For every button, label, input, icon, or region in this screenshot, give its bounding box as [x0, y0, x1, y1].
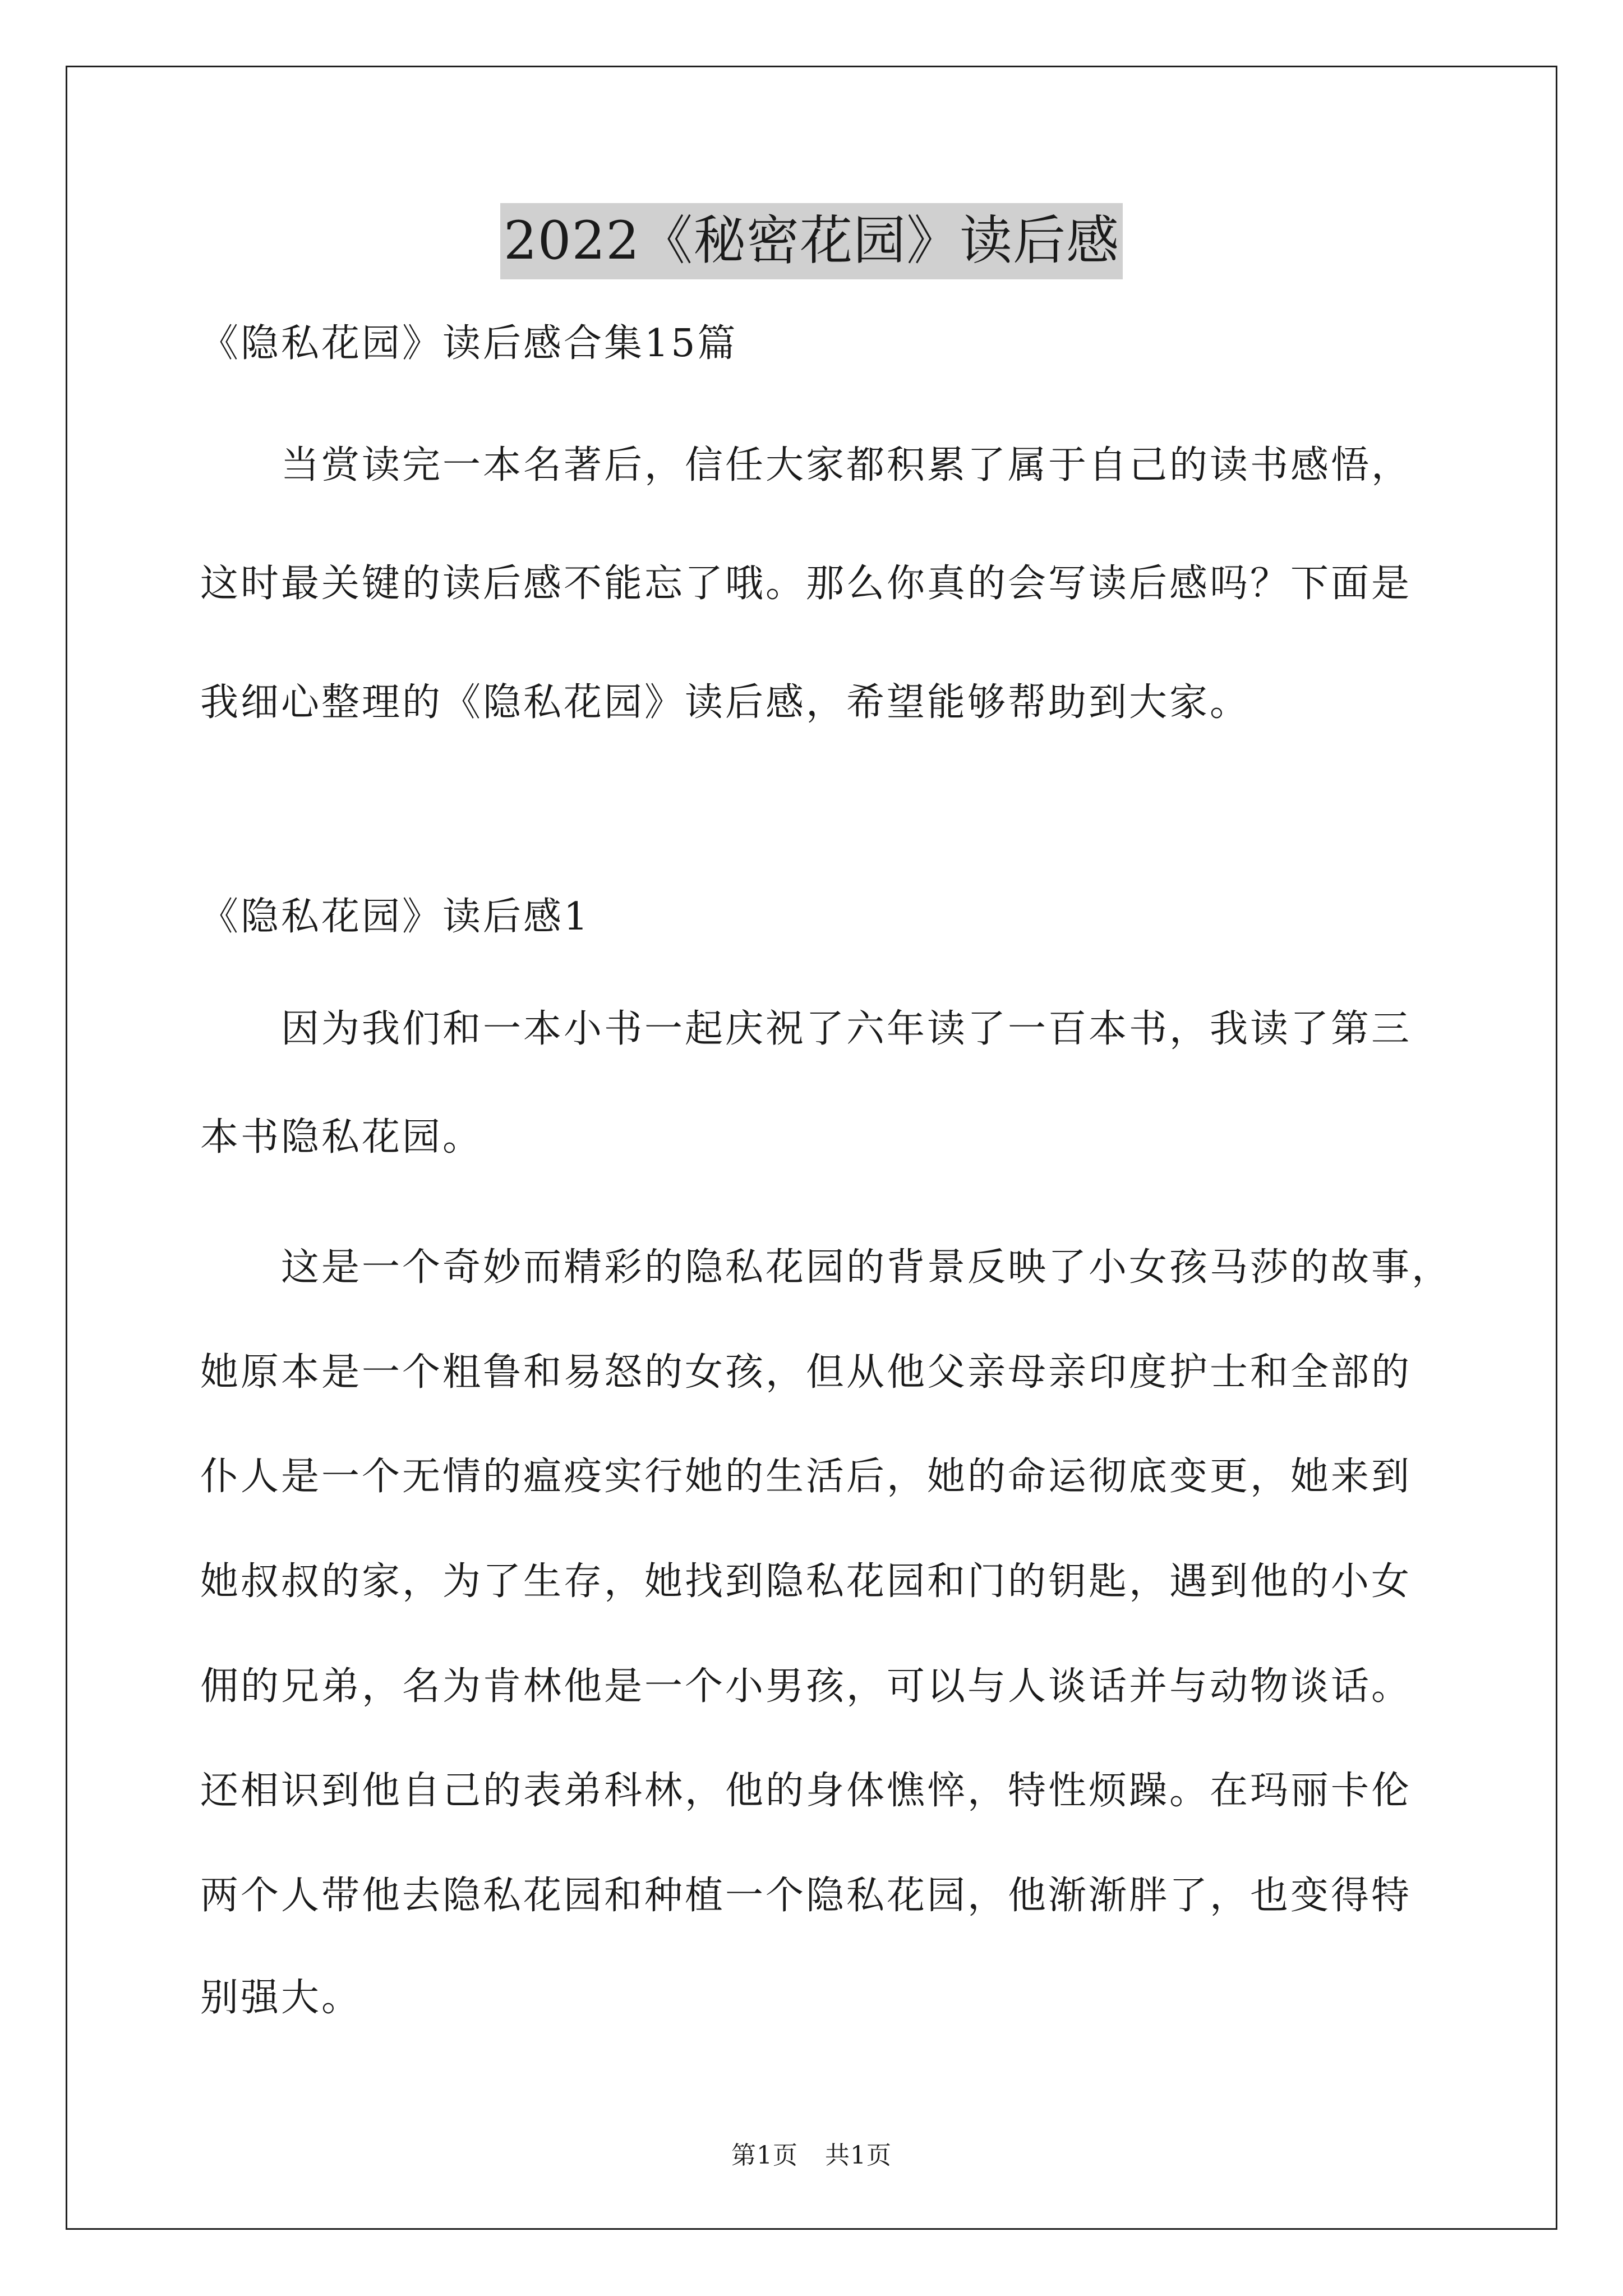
paragraph-line: 因为我们和一本小书一起庆祝了六年读了一百本书，我读了第三 — [200, 1007, 1412, 1051]
document-title: 2022《秘密花园》读后感 — [500, 203, 1123, 279]
intro-line: 我细心整理的《隐私花园》读后感，希望能够帮助到大家。 — [200, 680, 1251, 725]
paragraph-line: 佣的兄弟，名为肯林他是一个小男孩，可以与人谈话并与动物谈话。 — [200, 1664, 1412, 1709]
paragraph-line: 两个人带他去隐私花园和种植一个隐私花园，他渐渐胖了，也变得特 — [200, 1874, 1412, 1918]
paragraph-line: 仆人是一个无情的瘟疫实行她的生活后，她的命运彻底变更，她来到 — [200, 1455, 1412, 1499]
intro-line: 当赏读完一本名著后，信任大家都积累了属于自己的读书感悟， — [200, 443, 1412, 487]
paragraph-line: 本书隐私花园。 — [200, 1115, 483, 1159]
section-heading: 《隐私花园》读后感1 — [200, 895, 591, 939]
page-number: 第1页 — [731, 2141, 798, 2170]
paragraph-line: 她叔叔的家，为了生存，她找到隐私花园和门的钥匙，遇到他的小女 — [200, 1559, 1412, 1604]
paragraph-line: 这是一个奇妙而精彩的隐私花园的背景反映了小女孩马莎的故事， — [200, 1245, 1453, 1290]
title-wrap — [0, 203, 1623, 279]
document-subtitle: 《隐私花园》读后感合集15篇 — [200, 321, 738, 366]
page-footer — [0, 2135, 1623, 2171]
page-total: 共1页 — [825, 2141, 892, 2170]
paragraph-line: 别强大。 — [200, 1976, 362, 2020]
paragraph-line: 还相识到他自己的表弟科林，他的身体憔悴，特性烦躁。在玛丽卡伦 — [200, 1769, 1412, 1813]
intro-line: 这时最关键的读后感不能忘了哦。那么你真的会写读后感吗？下面是 — [200, 562, 1412, 606]
paragraph-line: 她原本是一个粗鲁和易怒的女孩，但从他父亲母亲印度护士和全部的 — [200, 1350, 1412, 1395]
